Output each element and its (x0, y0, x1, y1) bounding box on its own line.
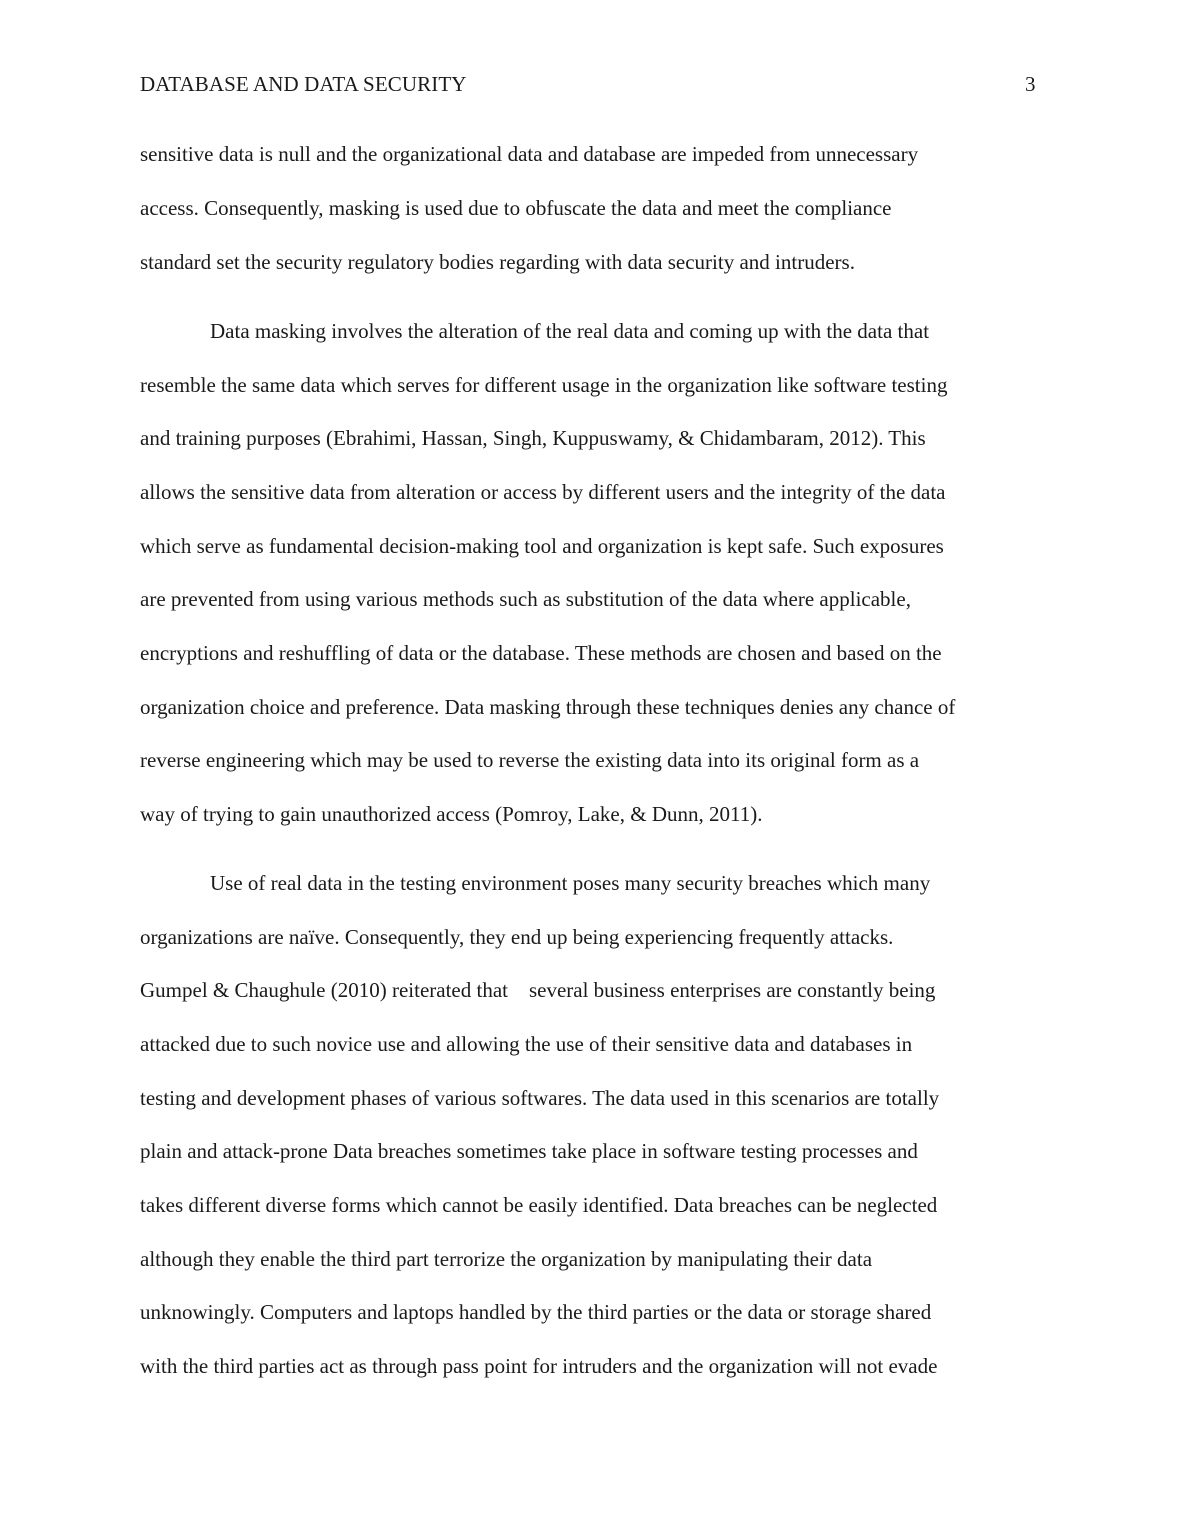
text-line: encryptions and reshuffling of data or the database. These methods are chosen and based on the (140, 641, 942, 665)
paragraph-first-line: Data masking involves the alteration of the real data and coming up with the data that (210, 319, 930, 343)
text-line: organizations are naïve. Consequently, they end up being experiencing frequently attacks. (140, 925, 894, 949)
text-line: which serve as fundamental decision-making tool and organization is kept safe. Such exposures (140, 534, 944, 558)
text-line: attacked due to such novice use and allowing the use of their sensitive data and databases in (140, 1032, 913, 1056)
text-line: although they enable the third part terrorize the organization by manipulating their data (140, 1247, 873, 1271)
text-line: with the third parties act as through pass point for intruders and the organization will not evade (140, 1354, 938, 1378)
page-number: 3 (1025, 72, 1036, 96)
text-line: standard set the security regulatory bodies regarding with data security and intruders. (140, 250, 855, 274)
text-line: unknowingly. Computers and laptops handled by the third parties or the data or storage shared (140, 1300, 932, 1324)
running-head: DATABASE AND DATA SECURITY (140, 72, 467, 96)
text-line: and training purposes (Ebrahimi, Hassan, Singh, Kuppuswamy, & Chidambaram, 2012). This (140, 426, 926, 450)
text-line: access. Consequently, masking is used due to obfuscate the data and meet the compliance (140, 196, 892, 220)
text-line: organization choice and preference. Data masking through these techniques denies any chance of (140, 695, 956, 719)
text-line: allows the sensitive data from alteration or access by different users and the integrity of the data (140, 480, 946, 504)
paragraph-first-line: Use of real data in the testing environment poses many security breaches which many (210, 871, 931, 895)
text-line: takes different diverse forms which cannot be easily identified. Data breaches can be neglected (140, 1193, 938, 1217)
text-line: reverse engineering which may be used to reverse the existing data into its original form as a (140, 748, 920, 772)
text-line: plain and attack-prone Data breaches sometimes take place in software testing processes and (140, 1139, 918, 1163)
text-line: sensitive data is null and the organizational data and database are impeded from unnecessary (140, 142, 919, 166)
text-line: way of trying to gain unauthorized access (Pomroy, Lake, & Dunn, 2011). (140, 802, 763, 826)
text-line: Gumpel & Chaughule (2010) reiterated that several business enterprises are constantly being (140, 978, 936, 1002)
text-line: resemble the same data which serves for different usage in the organization like software testing (140, 373, 948, 397)
text-line: testing and development phases of various softwares. The data used in this scenarios are totally (140, 1086, 940, 1110)
text-line: are prevented from using various methods such as substitution of the data where applicable, (140, 587, 911, 611)
